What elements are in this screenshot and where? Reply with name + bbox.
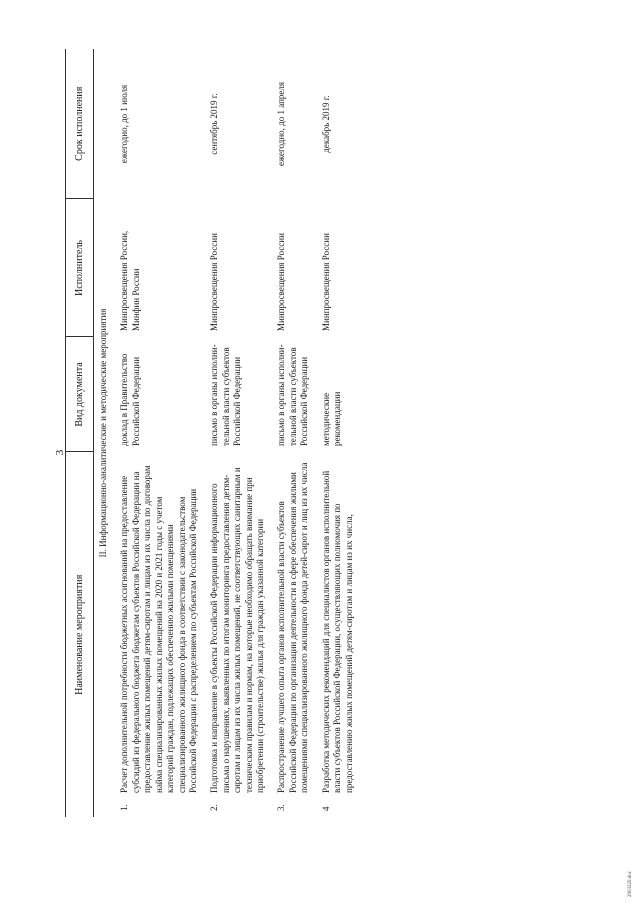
document-type: письмо в органы исполни-тельной власти субъектов Российской Федерации (209, 344, 243, 446)
item-number: 2. (209, 804, 220, 811)
measure-title-cell (205, 452, 272, 817)
deadline: ежегодно, до 1 апреля (276, 81, 287, 167)
measure-title: Подготовка и направление в субъекты Российской Федерации информационного письма о нарушениях, выявленных по итогам мониторинга предоставления детям-сиротам и лицам из их числа жилых помещений, не соответствующих санитарным и техническим правилам и нормам, на которые необходимо обращать внимание при приобретении (строительстве) жилья для граждан указанной категории (209, 467, 266, 793)
header-document-type: Вид документа (66, 337, 94, 452)
measure-title: Распространение лучшего опыта органов исполнительной власти субъектов Российской Федерации по организации деятельности в сфере обеспечения жилыми помещениями специализированного жилищного фонда детей-сирот и лиц из их числа (276, 462, 310, 793)
measures-table (65, 49, 361, 817)
executor: Минпросвещения России (276, 233, 287, 331)
measure-title-cell (272, 452, 316, 817)
deadline: ежегодно, до 1 июля (119, 84, 130, 164)
header-executor: Исполнитель (66, 199, 94, 337)
page-number: 3 (54, 449, 66, 456)
item-number: 3. (276, 804, 287, 811)
item-number: 4 (320, 806, 331, 811)
table-row (205, 49, 272, 817)
table-row (272, 49, 316, 817)
deadline: сентябрь 2019 г. (209, 93, 220, 155)
item-number: 1. (119, 804, 130, 811)
measure-title-cell (317, 452, 361, 817)
header-deadline: Срок исполнения (66, 49, 94, 199)
header-title: Наименование мероприятия (66, 452, 94, 817)
section-heading: II. Информационно-аналитические и методические мероприятия (98, 308, 108, 558)
section-row (94, 49, 116, 817)
measure-title-cell (115, 452, 205, 817)
executor: Минпросвещения России (209, 233, 220, 331)
document-type: письмо в органы исполни-тельной власти субъектов Российской Федерации (276, 344, 310, 446)
deadline: декабрь 2019 г. (320, 95, 331, 153)
table-header-row (66, 49, 94, 817)
table-row (317, 49, 361, 817)
document-type: методические рекомендации (320, 391, 343, 446)
executor: Минпросвещения России (320, 233, 331, 331)
document-type: доклад в Правительство Российской Федерации (119, 353, 141, 446)
table-row (115, 49, 205, 817)
document-code: 2903229.doc (628, 871, 633, 897)
measure-title: Разработка методических рекомендаций для специалистов органов исполнительной власти субъектов Российской Федерации, осуществляющих полномочия по предоставлению жилых помещений детям-сиротам и лицам из их числа, (320, 470, 354, 793)
executor: Минпросвещения России, Минфин России (119, 230, 141, 331)
measure-title: Расчет дополнительной потребности бюджетных ассигнований на предоставление субсидий из федерального бюджета бюджетам субъектов Российской Федерации на предоставление жилых помещений детям-сиротам и лицам из их числа по договорам найма специализированных жилых помещений на 2020 и 2021 годы с учетом категорий граждан, подлежащих обеспечению жилыми помещениями специализированного жилищного фонда в соответствии с законодательством Российской Федерации с распределением по субъектам Российской Федерации (119, 465, 198, 793)
